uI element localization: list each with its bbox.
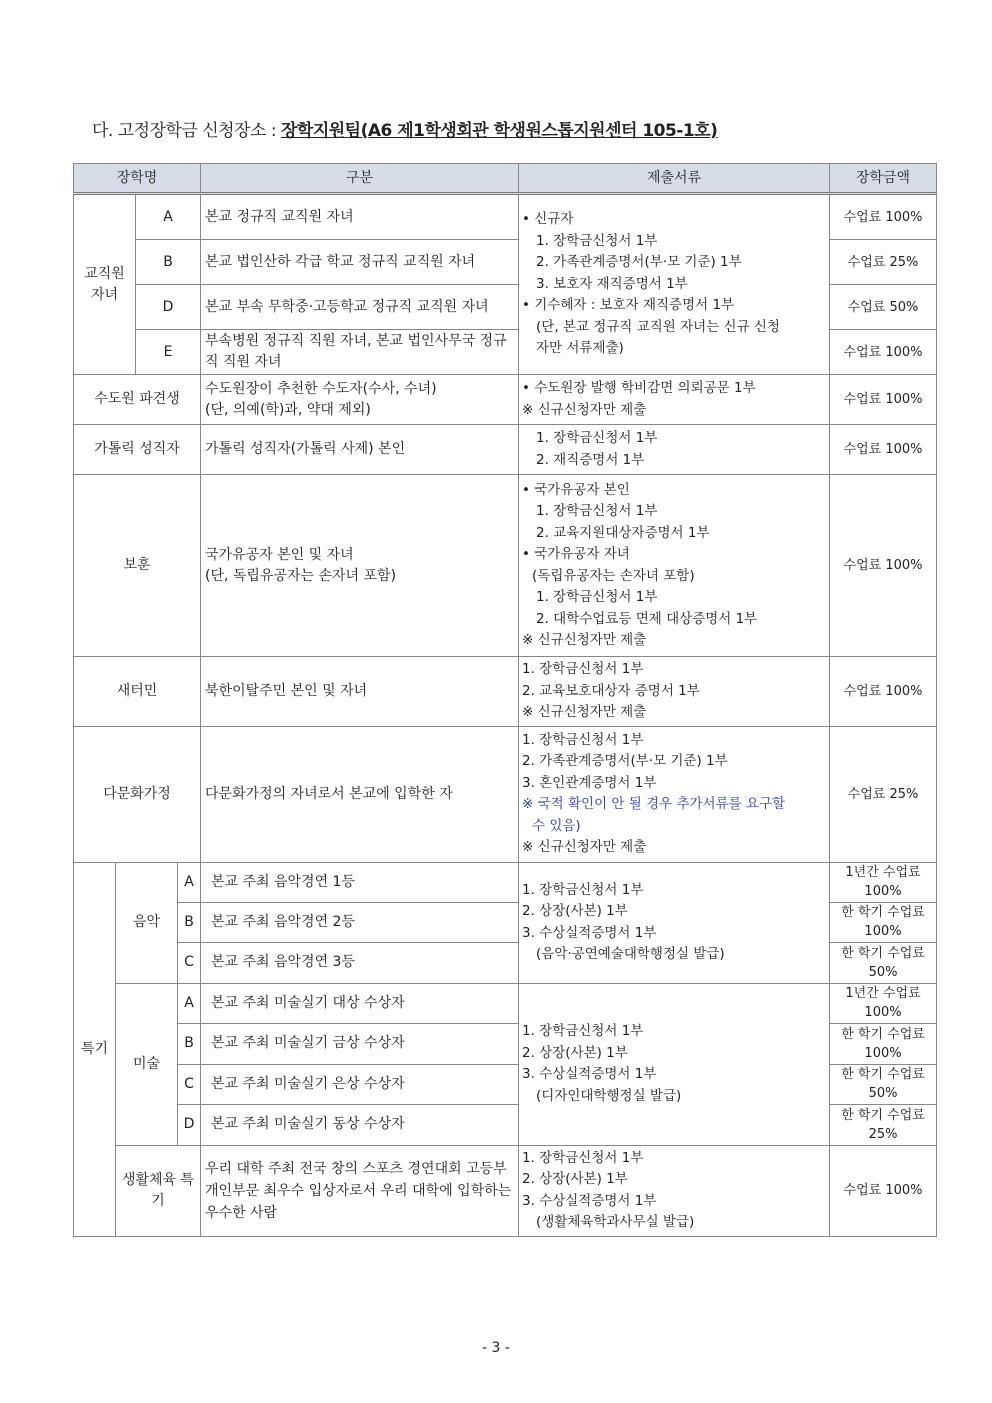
scholarship-table: [73, 163, 937, 1237]
row-desc: 본교 주최 미술실기 금상 수상자: [201, 1023, 519, 1064]
monk-desc: 수도원장이 추천한 수도자(수사, 수녀) (단, 의예(학)과, 약대 제외): [201, 375, 519, 425]
row-amount: 수업료 50%: [830, 285, 937, 330]
sports-amount: 수업료 100%: [830, 1145, 937, 1236]
row-code: A: [178, 862, 201, 902]
table-row: [74, 475, 937, 657]
row-amount: 한 학기 수업료 25%: [830, 1104, 937, 1145]
row-code: D: [136, 285, 201, 330]
row-code: C: [178, 1064, 201, 1104]
page-number: - 3 -: [482, 1340, 510, 1356]
table-row: [74, 726, 937, 862]
music-label: 음악: [116, 862, 178, 983]
defector-name: 새터민: [74, 657, 201, 727]
row-desc: 본교 법인산하 각급 학교 정규직 교직원 자녀: [201, 240, 519, 285]
row-desc: 본교 주최 음악경연 2등: [201, 902, 519, 942]
row-amount: 수업료 100%: [830, 330, 937, 375]
monk-amount: 수업료 100%: [830, 375, 937, 425]
row-desc: 본교 주최 미술실기 대상 수상자: [201, 983, 519, 1023]
catholic-amount: 수업료 100%: [830, 425, 937, 475]
row-amount: 1년간 수업료 100%: [830, 983, 937, 1023]
merit-name: 보훈: [74, 475, 201, 657]
multicultural-docs: 1. 장학금신청서 1부 2. 가족관계증명서(부·모 기준) 1부 3. 혼인관계증명서 1부 ※ 국적 확인이 안 될 경우 추가서류를 요구할 수 있음) ※ 신규신청자만 제출: [519, 726, 830, 862]
sports-desc: 우리 대학 주최 전국 창의 스포츠 경연대회 고등부 개인부문 최우수 입상자로서 우리 대학에 입학하는 우수한 사람: [201, 1145, 519, 1236]
row-amount: 수업료 100%: [830, 194, 937, 240]
art-label: 미술: [116, 983, 178, 1145]
row-amount: 한 학기 수업료 100%: [830, 902, 937, 942]
row-desc: 본교 부속 무학중·고등학교 정규직 교직원 자녀: [201, 285, 519, 330]
heading-location: 장학지원팀(A6 제1학생회관 학생원스톱지원센터 105-1호): [280, 121, 718, 141]
header-amount: 장학금액: [830, 164, 937, 194]
special-name: 특기: [74, 862, 116, 1236]
row-desc: 부속병원 정규직 직원 자녀, 본교 법인사무국 정규직 직원 자녀: [201, 330, 519, 375]
row-code: B: [178, 1023, 201, 1064]
row-amount: 수업료 25%: [830, 240, 937, 285]
row-code: E: [136, 330, 201, 375]
staff-name: 교직원 자녀: [74, 194, 136, 375]
header-documents: 제출서류: [519, 164, 830, 194]
sports-docs: 1. 장학금신청서 1부 2. 상장(사본) 1부 3. 수상실적증명서 1부 (생활체육학과사무실 발급): [519, 1145, 830, 1236]
merit-amount: 수업료 100%: [830, 475, 937, 657]
row-code: B: [178, 902, 201, 942]
sports-label: 생활체육 특기: [116, 1145, 201, 1236]
row-desc: 본교 정규직 교직원 자녀: [201, 194, 519, 240]
multicultural-name: 다문화가정: [74, 726, 201, 862]
row-amount: 한 학기 수업료 50%: [830, 1064, 937, 1104]
catholic-name: 가톨릭 성직자: [74, 425, 201, 475]
row-amount: 한 학기 수업료 100%: [830, 1023, 937, 1064]
art-docs: 1. 장학금신청서 1부 2. 상장(사본) 1부 3. 수상실적증명서 1부 (디자인대학행정실 발급): [519, 983, 830, 1145]
table-row: [74, 1145, 937, 1236]
defector-desc: 북한이탈주민 본인 및 자녀: [201, 657, 519, 727]
table-header-row: [74, 164, 937, 194]
row-amount: 1년간 수업료 100%: [830, 862, 937, 902]
table-row: [74, 425, 937, 475]
monk-name: 수도원 파견생: [74, 375, 201, 425]
merit-desc: 국가유공자 본인 및 자녀 (단, 독립유공자는 손자녀 포함): [201, 475, 519, 657]
multicultural-amount: 수업료 25%: [830, 726, 937, 862]
row-code: A: [178, 983, 201, 1023]
table-row: [74, 862, 937, 902]
catholic-docs: 1. 장학금신청서 1부 2. 재직증명서 1부: [519, 425, 830, 475]
row-desc: 본교 주최 미술실기 동상 수상자: [201, 1104, 519, 1145]
staff-docs: • 신규자 1. 장학금신청서 1부 2. 가족관계증명서(부·모 기준) 1부 3. 보호자 재직증명서 1부 • 기수혜자 : 보호자 재직증명서 1부 (단, 본교 정규직 교직원 자녀는 신규 신청 자만 서류제출): [519, 194, 830, 375]
defector-docs: 1. 장학금신청서 1부 2. 교육보호대상자 증명서 1부 ※ 신규신청자만 제출: [519, 657, 830, 727]
section-heading: [92, 116, 717, 141]
monk-docs: • 수도원장 발행 학비감면 의뢰공문 1부 ※ 신규신청자만 제출: [519, 375, 830, 425]
table-row: [74, 657, 937, 727]
multicultural-desc: 다문화가정의 자녀로서 본교에 입학한 자: [201, 726, 519, 862]
header-scholarship-name: 장학명: [74, 164, 201, 194]
row-amount: 한 학기 수업료 50%: [830, 942, 937, 983]
heading-prefix: 다. 고정장학금 신청장소 :: [92, 121, 281, 141]
row-code: C: [178, 942, 201, 983]
catholic-desc: 가톨릭 성직자(가톨릭 사제) 본인: [201, 425, 519, 475]
row-desc: 본교 주최 음악경연 1등: [201, 862, 519, 902]
table-row: [74, 983, 937, 1023]
row-code: D: [178, 1104, 201, 1145]
row-desc: 본교 주최 미술실기 은상 수상자: [201, 1064, 519, 1104]
merit-docs: • 국가유공자 본인 1. 장학금신청서 1부 2. 교육지원대상자증명서 1부 • 국가유공자 자녀 (독립유공자는 손자녀 포함) 1. 장학금신청서 1부 2. 대학수업료등 면제 대상증명서 1부 ※ 신규신청자만 제출: [519, 475, 830, 657]
row-code: B: [136, 240, 201, 285]
row-desc: 본교 주최 음악경연 3등: [201, 942, 519, 983]
table-row: [74, 194, 937, 240]
defector-amount: 수업료 100%: [830, 657, 937, 727]
music-docs: 1. 장학금신청서 1부 2. 상장(사본) 1부 3. 수상실적증명서 1부 (음악·공연예술대학행정실 발급): [519, 862, 830, 983]
row-code: A: [136, 194, 201, 240]
header-category: 구분: [201, 164, 519, 194]
table-row: [74, 375, 937, 425]
